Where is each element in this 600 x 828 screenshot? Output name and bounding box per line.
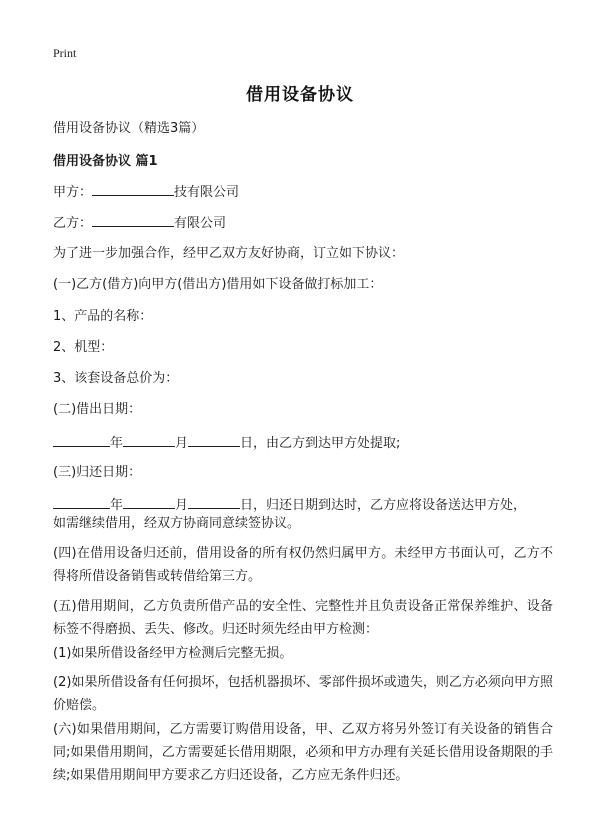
lend-day-blank <box>188 433 240 447</box>
lend-date-rest: ，由乙方到达甲方处提取; <box>253 436 401 451</box>
print-label: Print <box>53 46 77 60</box>
clause-1: (一)乙方(借方)向甲方(借出方)借用如下设备做打标加工： <box>53 277 383 292</box>
party-b-blank <box>92 213 174 227</box>
document-subtitle: 借用设备协议（精选3篇） <box>53 121 205 136</box>
document-title: 借用设备协议 <box>246 85 354 105</box>
lend-year-blank <box>53 433 110 447</box>
sub-item-2: (2)如果所借设备有任何损坏，包括机器损坏、零部件损坏或遗失，则乙方必须向甲方照价赔偿。 <box>53 675 553 713</box>
sub-item-1: (1)如果所借设备经甲方检测后完整无损。 <box>53 646 293 661</box>
lend-day-label: 日 <box>240 436 254 451</box>
lend-year-label: 年 <box>110 436 124 451</box>
party-a-blank <box>92 182 174 196</box>
party-a-label: 甲方： <box>53 185 93 200</box>
lend-month-label: 月 <box>175 436 189 451</box>
return-month-label: 月 <box>175 498 189 513</box>
return-year-label: 年 <box>110 498 124 513</box>
lend-date-line <box>53 433 553 453</box>
item-3: 3、该套设备总价为： <box>53 371 179 386</box>
return-date-continuation: 如需继续借用，经双方协商同意续签协议。 <box>53 516 301 531</box>
clause-6: (六)如果借用期间，乙方需要订购借用设备，甲、乙双方将另外签订有关设备的销售合同;如果借用期间，乙方需要延长借用期限，必须和甲方办理有关延长借用设备期限的手续;如果借用期间甲方要求乙方归还设备，乙方应无条件归还。 <box>53 722 553 783</box>
return-day-label: 日 <box>240 498 254 513</box>
party-b-label: 乙方： <box>53 216 93 231</box>
party-b-suffix: 有限公司 <box>174 216 227 231</box>
clause-4: (四)在借用设备归还前，借用设备的所有权仍然归属甲方。未经甲方书面认可，乙方不得将所借设备销售或转借给第三方。 <box>53 546 553 584</box>
item-2: 2、机型： <box>53 340 114 355</box>
return-date-line <box>53 495 553 515</box>
return-day-blank <box>188 495 240 509</box>
party-a-suffix: 技有限公司 <box>174 185 240 200</box>
clause-5: (五)借用期间，乙方负责所借产品的安全性、完整性并且负责设备正常保养维护、设备标签不得磨损、丢失、修改。归还时须先经由甲方检测： <box>53 599 553 637</box>
section-heading: 借用设备协议 篇1 <box>53 154 158 169</box>
party-a-line <box>53 182 553 202</box>
party-b-line <box>53 213 553 233</box>
clause-2: (二)借出日期： <box>53 402 142 417</box>
return-date-rest: ，归还日期到达时，乙方应将设备送达甲方处， <box>253 498 527 513</box>
item-1: 1、产品的名称： <box>53 309 153 324</box>
return-year-blank <box>53 495 110 509</box>
intro-paragraph: 为了进一步加强合作，经甲乙双方友好协商，订立如下协议： <box>53 246 405 261</box>
return-month-blank <box>123 495 175 509</box>
clause-3: (三)归还日期： <box>53 465 142 480</box>
lend-month-blank <box>123 433 175 447</box>
